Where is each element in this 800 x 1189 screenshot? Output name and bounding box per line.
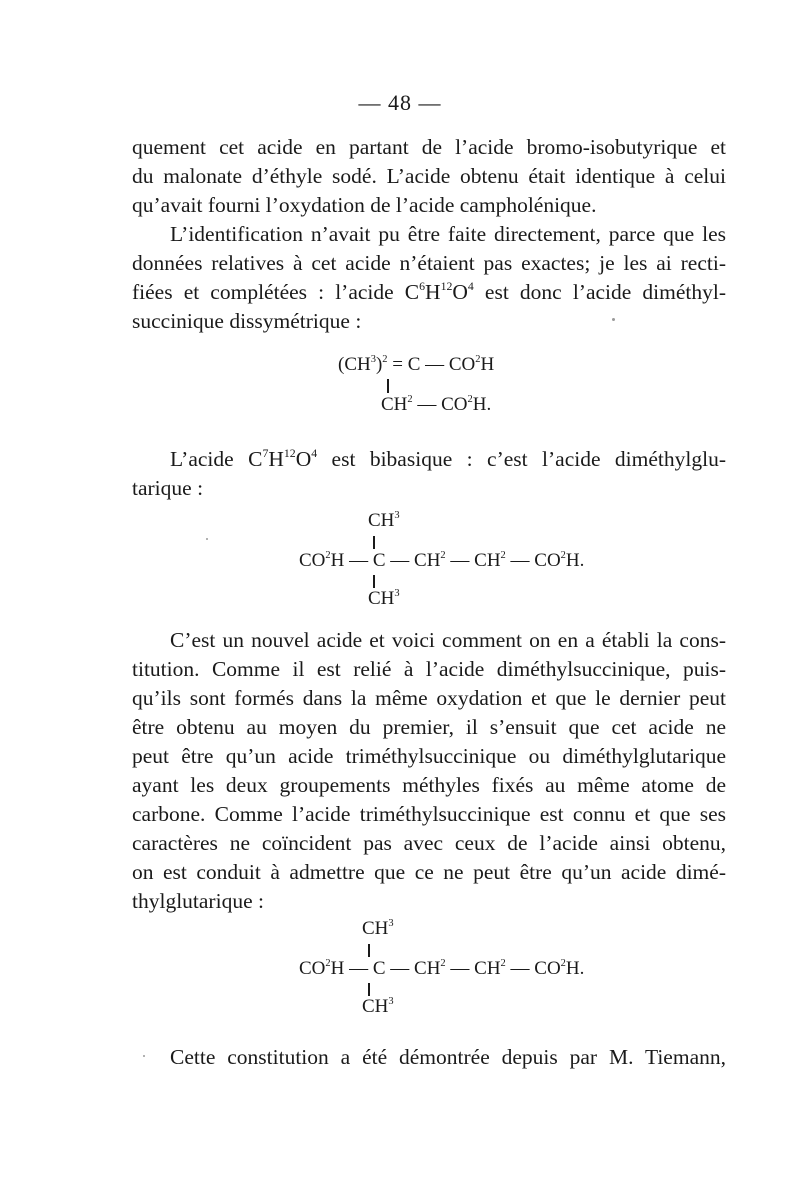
formula-dimethylsuccinic	[338, 354, 538, 414]
text-line: tarique :	[132, 476, 204, 500]
formula-top-line: $(CH^3)^2 = C$ — $CO^2H$	[338, 354, 495, 375]
text-line: Cette constitution a été démontrée depuis par M. Tiemann,	[170, 1045, 726, 1069]
text-line: titution. Comme il est relié à l’acide diméthylsuccinique, puis-	[132, 657, 726, 681]
paragraph-2	[132, 220, 726, 336]
text-line: être obtenu au moyen du premier, il s’ensuit que cet acide ne	[132, 715, 726, 739]
page-number: — 48 —	[358, 90, 442, 115]
text-line: caractères ne coïncident pas avec ceux de l’acide ainsi obtenu,	[132, 831, 726, 855]
text-line: on est conduit à admettre que ce ne peut être qu’un acide dimé-	[132, 860, 726, 884]
scan-speck	[612, 318, 615, 321]
bond-line	[368, 944, 370, 957]
text-line: C’est un nouvel acide et voici comment on en a établi la cons-	[170, 628, 726, 652]
text-line: ayant les deux groupements méthyles fixés au même atome de	[132, 773, 726, 797]
scan-speck	[143, 1055, 145, 1057]
text-line: qu’avait fourni l’oxydation de l’acide campholénique.	[132, 193, 597, 217]
formula-dimethylglutaric-1	[299, 510, 585, 609]
formula-methyl-top: $CH^3$	[362, 918, 394, 939]
text-line: données relatives à cet acide n’étaient pas exactes; je les ai recti-	[132, 251, 726, 275]
bond-line	[387, 379, 389, 393]
text-line: L’identification n’avait pu être faite directement, parce que les	[170, 222, 726, 246]
text-line: qu’ils sont formés dans la même oxydation et que le dernier peut	[132, 686, 726, 710]
text-line: quement cet acide en partant de l’acide bromo-isobutyrique et	[132, 135, 726, 159]
formula-main-chain: $CO^2H$ — C — $CH^2$ — $CH^2$ — $CO^2H$.	[299, 958, 585, 979]
bond-line	[368, 983, 370, 996]
paragraph-5	[132, 1043, 726, 1072]
formula-methyl-bottom: $CH^3$	[362, 996, 394, 1017]
text-line: du malonate d’éthyle sodé. L’acide obtenu était identique à celui	[132, 164, 726, 188]
paragraph-1	[132, 133, 726, 220]
scan-speck	[206, 538, 208, 540]
text-line: succinique dissymétrique :	[132, 309, 362, 333]
text-line: thylglutarique :	[132, 889, 264, 913]
formula-methyl-bottom: $CH^3$	[368, 588, 400, 609]
text-line: carbone. Comme l’acide triméthylsuccinique est connu et que ses	[132, 802, 726, 826]
paragraph-4	[132, 626, 726, 916]
formula-dimethylglutaric-2	[299, 918, 585, 1017]
paragraph-3	[132, 445, 726, 503]
text-line-formula: L’acide $C^7H^{12}O^4$ est bibasique : c’est l’acide diméthylglu-	[170, 446, 726, 471]
bond-line	[373, 536, 375, 549]
text-line-formula: fiées et complétées : l’acide $C^6H^{12}O^4$ est donc l’acide diméthyl-	[132, 279, 727, 304]
formula-methyl-top: $CH^3$	[368, 510, 400, 531]
formula-bottom-line: $CH^2$ — $CO^2H$.	[381, 394, 492, 415]
bond-line	[373, 575, 375, 588]
text-line: peut être qu’un acide triméthylsuccinique ou diméthylglutarique	[132, 744, 726, 768]
formula-main-chain: $CO^2H$ — C — $CH^2$ — $CH^2$ — $CO^2H$.	[299, 550, 585, 571]
